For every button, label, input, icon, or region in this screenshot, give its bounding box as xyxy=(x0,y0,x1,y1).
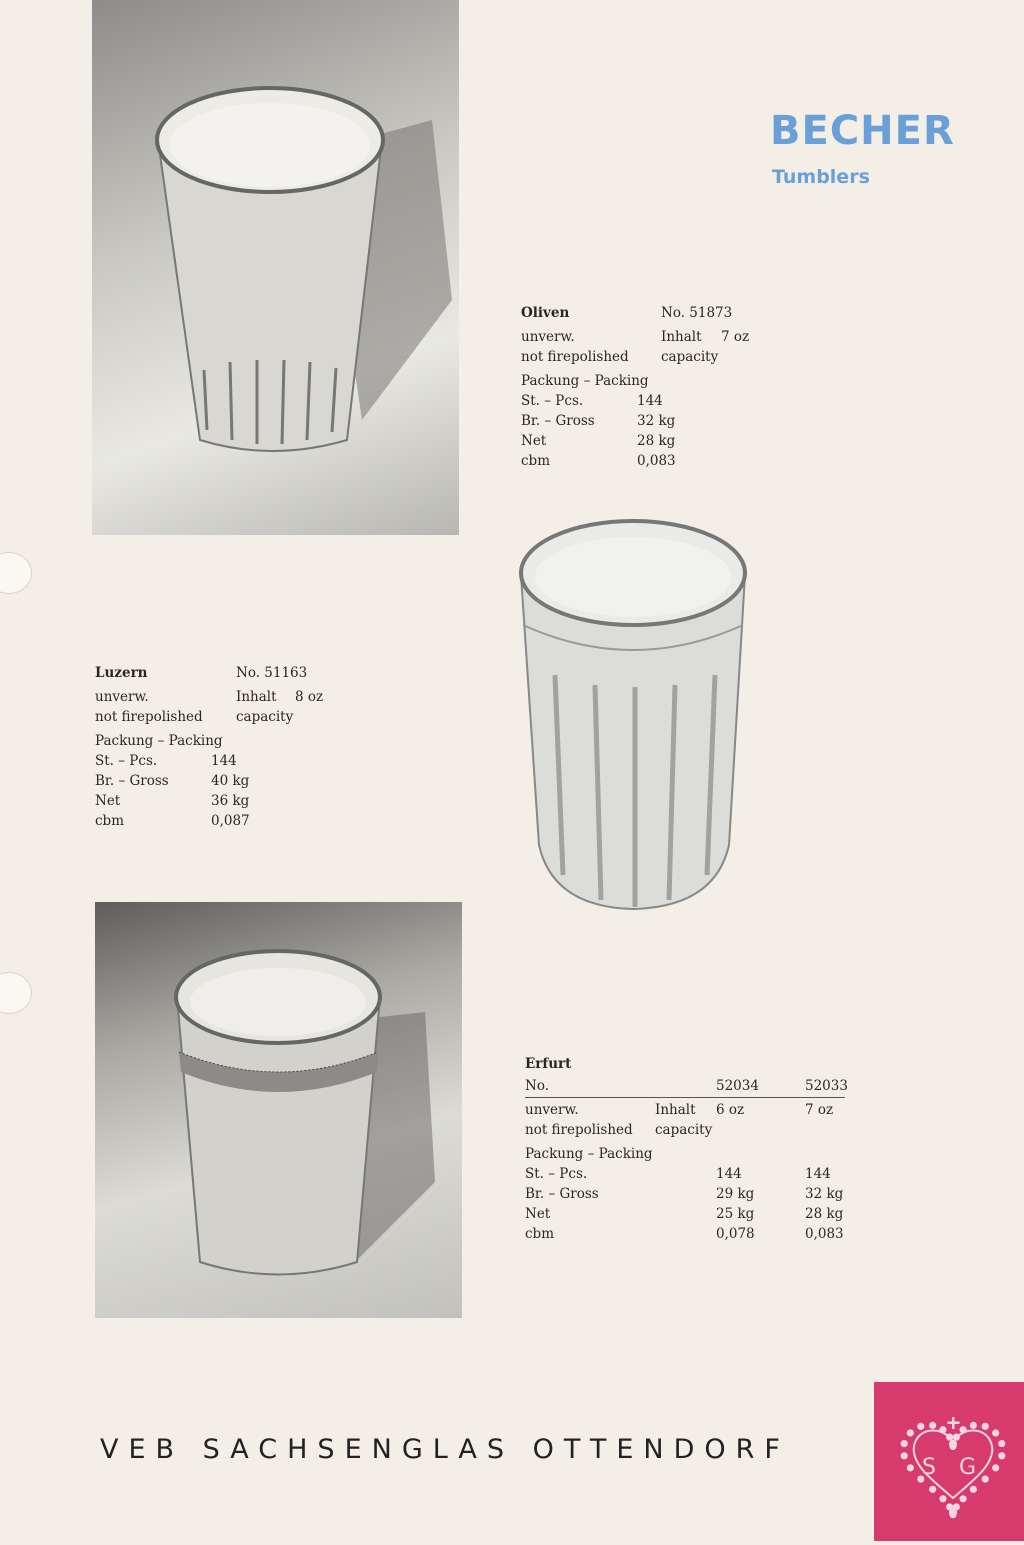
logo-dot xyxy=(917,1423,924,1430)
product-name: Luzern xyxy=(95,665,148,681)
gross-label: Br. – Gross xyxy=(525,1186,599,1202)
logo-dot xyxy=(959,1426,966,1433)
finish-en: not firepolished xyxy=(521,349,629,365)
net-label: Net xyxy=(525,1206,551,1222)
tumbler-image xyxy=(92,0,459,535)
net-value: 36 kg xyxy=(211,793,250,809)
gross-value: 32 kg xyxy=(805,1186,844,1202)
cbm-value: 0,083 xyxy=(805,1226,844,1242)
product-photo-erfurt xyxy=(95,902,462,1318)
divider xyxy=(525,1097,845,1098)
logo-dot xyxy=(901,1440,908,1447)
pcs-value: 144 xyxy=(805,1166,831,1182)
company-name: VEB SACHSENGLAS OTTENDORF xyxy=(100,1434,790,1465)
logo-dot xyxy=(970,1422,977,1429)
product-number: 52033 xyxy=(805,1078,848,1094)
logo-dot xyxy=(982,1423,989,1430)
product-name: Oliven xyxy=(521,305,570,321)
net-value: 28 kg xyxy=(805,1206,844,1222)
product-photo-oliven xyxy=(92,0,459,535)
spec-erfurt xyxy=(525,1054,855,1244)
packing-label: Packung – Packing xyxy=(521,373,649,389)
finish-en: not firepolished xyxy=(95,709,203,725)
logo-dot xyxy=(992,1464,999,1471)
logo-dot xyxy=(901,1452,908,1459)
content-de: Inhalt xyxy=(661,329,702,345)
capacity: 8 oz xyxy=(295,689,324,705)
net-label: Net xyxy=(521,433,547,449)
pcs-label: St. – Pcs. xyxy=(95,753,158,769)
logo-dot xyxy=(970,1486,977,1493)
finish-de: unverw. xyxy=(521,329,575,345)
gross-value: 32 kg xyxy=(637,413,676,429)
svg-text:S G: S G xyxy=(921,1455,985,1480)
product-name: Erfurt xyxy=(525,1056,572,1072)
product-number: No. 51873 xyxy=(661,305,733,321)
logo-dot xyxy=(929,1422,936,1429)
capacity: 7 oz xyxy=(721,329,750,345)
content-en: capacity xyxy=(236,709,294,725)
cbm-label: cbm xyxy=(521,453,551,469)
cbm-label: cbm xyxy=(525,1226,555,1242)
punch-hole xyxy=(0,972,32,1014)
logo-dot xyxy=(939,1426,946,1433)
heart-logo-icon xyxy=(874,1382,1024,1541)
pcs-value: 144 xyxy=(637,393,663,409)
gross-value: 29 kg xyxy=(716,1186,755,1202)
logo-dot xyxy=(907,1464,914,1471)
cbm-value: 0,083 xyxy=(637,453,676,469)
tumbler-image xyxy=(95,902,462,1318)
logo-dot xyxy=(907,1429,914,1436)
logo-dot xyxy=(959,1495,966,1502)
pcs-label: St. – Pcs. xyxy=(521,393,584,409)
cbm-value: 0,078 xyxy=(716,1226,755,1242)
finish-de: unverw. xyxy=(525,1102,579,1118)
logo-dot xyxy=(953,1434,960,1441)
content-de: Inhalt xyxy=(236,689,277,705)
logo-dot xyxy=(939,1495,946,1502)
capacity: 6 oz xyxy=(716,1102,745,1118)
gross-label: Br. – Gross xyxy=(95,773,169,789)
net-value: 25 kg xyxy=(716,1206,755,1222)
company-logo xyxy=(874,1382,1024,1541)
punch-hole xyxy=(0,552,32,594)
page-title: BECHER xyxy=(770,108,955,154)
logo-dot xyxy=(998,1452,1005,1459)
pcs-value: 144 xyxy=(716,1166,742,1182)
product-number: 52034 xyxy=(716,1078,759,1094)
content-en: capacity xyxy=(655,1122,713,1138)
content-de: Inhalt xyxy=(655,1102,696,1118)
pcs-label: St. – Pcs. xyxy=(525,1166,588,1182)
packing-label: Packung – Packing xyxy=(95,733,223,749)
cbm-value: 0,087 xyxy=(211,813,250,829)
net-value: 28 kg xyxy=(637,433,676,449)
logo-dot xyxy=(998,1440,1005,1447)
gross-value: 40 kg xyxy=(211,773,250,789)
logo-dot xyxy=(949,1440,956,1447)
number-label: No. xyxy=(525,1078,549,1094)
packing-label: Packung – Packing xyxy=(525,1146,653,1162)
capacity: 7 oz xyxy=(805,1102,834,1118)
logo-dot xyxy=(992,1429,999,1436)
finish-de: unverw. xyxy=(95,689,149,705)
logo-dot xyxy=(929,1486,936,1493)
cbm-label: cbm xyxy=(95,813,125,829)
spec-oliven xyxy=(521,303,781,471)
product-number: No. 51163 xyxy=(236,665,308,681)
gross-label: Br. – Gross xyxy=(521,413,595,429)
logo-dot xyxy=(946,1434,953,1441)
product-photo-luzern xyxy=(515,515,755,915)
spec-luzern xyxy=(95,663,355,831)
pcs-value: 144 xyxy=(211,753,237,769)
net-label: Net xyxy=(95,793,121,809)
logo-dot xyxy=(946,1503,953,1510)
content-en: capacity xyxy=(661,349,719,365)
page-subtitle: Tumblers xyxy=(772,166,870,188)
finish-en: not firepolished xyxy=(525,1122,633,1138)
